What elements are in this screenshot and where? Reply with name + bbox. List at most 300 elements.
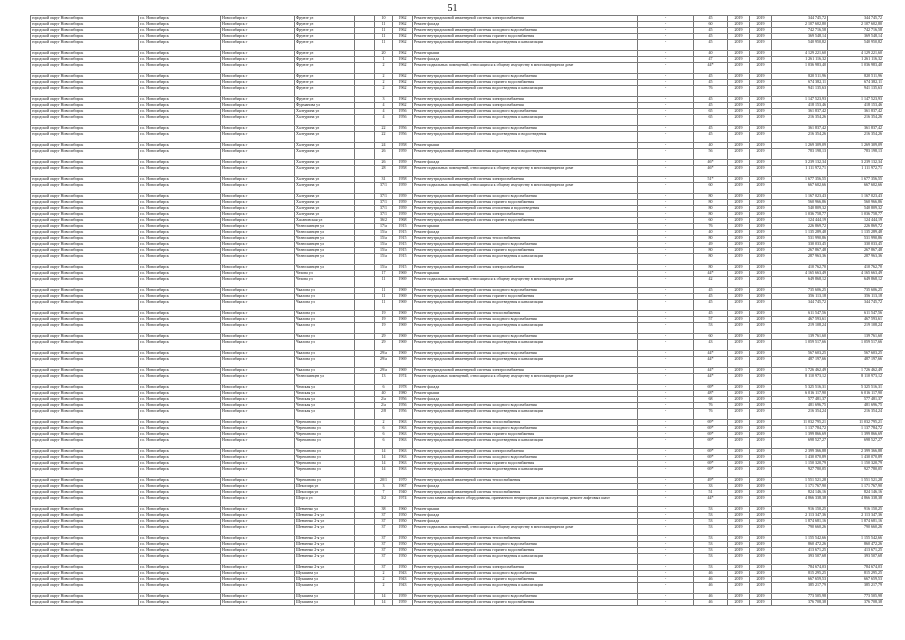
house-cell: 19 bbox=[375, 311, 393, 317]
municipality-cell: городской округ Новосибирск bbox=[31, 248, 139, 254]
street-cell: Шекспира ул bbox=[295, 484, 355, 490]
work-type-cell: Ремонт внутридомовой инженерной системы водоотведения и канализации bbox=[413, 254, 638, 265]
cost-cell: 540 809,32 bbox=[772, 206, 828, 212]
mark-cell: - bbox=[638, 317, 694, 323]
work-type-cell: Ремонт внутридомовой инженерной системы электроснабжения bbox=[413, 265, 638, 271]
year-cell: 1959 bbox=[393, 183, 413, 194]
work-type-cell: Ремонт внутридомовой инженерной системы холодного водоснабжения bbox=[413, 126, 638, 132]
cost-cell: 344 745,72 bbox=[772, 16, 828, 22]
settlement-cell: г.о. Новосибирск bbox=[139, 317, 221, 323]
end-year-cell: 2019 bbox=[750, 300, 772, 311]
work-type-cell: Ремонт внутридомовой инженерной системы водоотведения и канализации bbox=[413, 323, 638, 334]
municipality-cell: городской округ Новосибирск bbox=[31, 513, 139, 519]
wear-cell: 69* bbox=[694, 438, 728, 449]
year-cell: 1963 bbox=[393, 455, 413, 461]
mark-cell: - bbox=[638, 300, 694, 311]
mark-cell: - bbox=[638, 115, 694, 126]
work-type-cell: Ремонт крыши bbox=[413, 143, 638, 149]
start-year-cell: 2019 bbox=[728, 507, 750, 513]
settlement-cell: г.о. Новосибирск bbox=[139, 80, 221, 86]
year-cell: 1969 bbox=[393, 340, 413, 351]
year-cell: 1943 bbox=[393, 571, 413, 577]
locality-cell: Новосибирск г bbox=[221, 294, 295, 300]
settlement-cell: г.о. Новосибирск bbox=[139, 177, 221, 183]
street-cell: Шукшина ул bbox=[295, 577, 355, 583]
year-cell: 1969 bbox=[393, 300, 413, 311]
year-cell: 1969 bbox=[393, 357, 413, 368]
house-cell: 29/а bbox=[375, 351, 393, 357]
wear-cell: 45 bbox=[694, 288, 728, 294]
house-cell: 15/а bbox=[375, 230, 393, 236]
street-cell: Черепанова ул bbox=[295, 449, 355, 455]
municipality-cell: городской округ Новосибирск bbox=[31, 467, 139, 478]
work-type-cell: Ремонт внутридомовой инженерной системы холодного водоснабжения bbox=[413, 455, 638, 461]
settlement-cell: г.о. Новосибирск bbox=[139, 22, 221, 28]
work-type-cell: Ремонт крыши bbox=[413, 507, 638, 513]
cost-cell: 369 548,14 bbox=[772, 34, 828, 40]
wear-cell: 44* bbox=[694, 496, 728, 507]
house-cell: 2/а bbox=[375, 403, 393, 409]
municipality-cell: городской округ Новосибирск bbox=[31, 426, 139, 432]
total-cost-cell: 5 325 516,31 bbox=[828, 385, 884, 391]
municipality-cell: городской округ Новосибирск bbox=[31, 357, 139, 368]
work-type-cell: Ремонт внутридомовой инженерной системы водоотведения и канализации bbox=[413, 467, 638, 478]
start-year-cell: 2019 bbox=[728, 34, 750, 40]
start-year-cell: 2019 bbox=[728, 536, 750, 542]
cost-cell: 1 036 758,77 bbox=[772, 212, 828, 218]
settlement-cell: г.о. Новосибирск bbox=[139, 212, 221, 218]
settlement-cell: г.о. Новосибирск bbox=[139, 351, 221, 357]
end-year-cell: 2019 bbox=[750, 230, 772, 236]
locality-cell: Новосибирск г bbox=[221, 438, 295, 449]
work-type-cell: Ремонт внутридомовой инженерной системы электроснабжения bbox=[413, 565, 638, 571]
cost-cell: 1 036 983,40 bbox=[772, 63, 828, 74]
total-cost-cell: 2 113 347,36 bbox=[828, 513, 884, 519]
table-row bbox=[31, 300, 884, 311]
mark-cell: - bbox=[638, 455, 694, 461]
end-year-cell: 2019 bbox=[750, 449, 772, 455]
total-cost-cell: 481 696,75 bbox=[828, 403, 884, 409]
wear-cell: 45 bbox=[694, 294, 728, 300]
street-cell: Шевченко 2-я ул bbox=[295, 525, 355, 536]
total-cost-cell: 1 726 462,49 bbox=[828, 368, 884, 374]
house-cell: 6 bbox=[375, 385, 393, 391]
settlement-cell: г.о. Новосибирск bbox=[139, 507, 221, 513]
mark-cell: - bbox=[638, 548, 694, 554]
total-cost-cell: 611 547,56 bbox=[828, 311, 884, 317]
start-year-cell: 2019 bbox=[728, 224, 750, 230]
year-cell: 1959 bbox=[393, 160, 413, 166]
total-cost-cell: 216 354,24 bbox=[828, 409, 884, 420]
wear-cell: 44* bbox=[694, 374, 728, 385]
cost-cell: 815 295,25 bbox=[772, 571, 828, 577]
start-year-cell: 2019 bbox=[728, 166, 750, 177]
wear-cell: 80 bbox=[694, 200, 728, 206]
end-year-cell: 2019 bbox=[750, 583, 772, 594]
start-year-cell: 2019 bbox=[728, 484, 750, 490]
table-row bbox=[31, 467, 884, 478]
building-cell bbox=[355, 166, 375, 177]
work-type-cell: Ремонт внутридомовой инженерной системы электроснабжения bbox=[413, 16, 638, 22]
year-cell: 1969 bbox=[393, 311, 413, 317]
street-cell: Челюскинцев ул bbox=[295, 242, 355, 248]
mark-cell: - bbox=[638, 496, 694, 507]
house-cell: 2/а bbox=[375, 397, 393, 403]
work-type-cell: Ремонт внутридомовой инженерной системы горячего водоснабжения bbox=[413, 548, 638, 554]
total-cost-cell: 1 167 023,43 bbox=[828, 194, 884, 200]
table-row bbox=[31, 86, 884, 97]
work-type-cell: Ремонт внутридомовой инженерной системы холодного водоснабжения bbox=[413, 542, 638, 548]
cost-cell: 418 153,46 bbox=[772, 103, 828, 109]
house-cell: 20 bbox=[375, 51, 393, 57]
street-cell: Чкалова ул bbox=[295, 323, 355, 334]
cost-cell: 790 660,26 bbox=[772, 525, 828, 536]
locality-cell: Новосибирск г bbox=[221, 242, 295, 248]
locality-cell: Новосибирск г bbox=[221, 80, 295, 86]
total-cost-cell: 815 295,25 bbox=[828, 571, 884, 577]
municipality-cell: городской округ Новосибирск bbox=[31, 536, 139, 542]
settlement-cell: г.о. Новосибирск bbox=[139, 513, 221, 519]
wear-cell: 44* bbox=[694, 271, 728, 277]
cost-cell: 226 869,72 bbox=[772, 224, 828, 230]
year-cell: 1969 bbox=[393, 277, 413, 288]
street-cell: Челюскинцев ул bbox=[295, 254, 355, 265]
year-cell: 1950 bbox=[393, 536, 413, 542]
wear-cell: 47 bbox=[694, 57, 728, 63]
work-type-cell: Ремонт внутридомовой инженерной системы теплоснабжения bbox=[413, 490, 638, 496]
start-year-cell: 2019 bbox=[728, 496, 750, 507]
start-year-cell: 2019 bbox=[728, 300, 750, 311]
municipality-cell: городской округ Новосибирск bbox=[31, 294, 139, 300]
cost-cell: 941 135,63 bbox=[772, 86, 828, 97]
house-cell: 20/1 bbox=[375, 478, 393, 484]
house-cell: 2/8 bbox=[375, 409, 393, 420]
house-cell: 10 bbox=[375, 16, 393, 22]
start-year-cell: 2019 bbox=[728, 583, 750, 594]
locality-cell: Новосибирск г bbox=[221, 461, 295, 467]
house-cell: 2 bbox=[375, 577, 393, 583]
mark-cell: - bbox=[638, 224, 694, 230]
end-year-cell: 2019 bbox=[750, 432, 772, 438]
wear-cell: 45 bbox=[694, 97, 728, 103]
end-year-cell: 2019 bbox=[750, 160, 772, 166]
end-year-cell: 2019 bbox=[750, 22, 772, 28]
start-year-cell: 2019 bbox=[728, 577, 750, 583]
wear-cell: 53 bbox=[694, 323, 728, 334]
municipality-cell: городской округ Новосибирск bbox=[31, 242, 139, 248]
end-year-cell: 2019 bbox=[750, 513, 772, 519]
table-row bbox=[31, 183, 884, 194]
municipality-cell: городской округ Новосибирск bbox=[31, 177, 139, 183]
mark-cell: - bbox=[638, 467, 694, 478]
total-cost-cell: 330 033,45 bbox=[828, 242, 884, 248]
building-cell bbox=[355, 300, 375, 311]
mark-cell: - bbox=[638, 86, 694, 97]
house-cell: 14 bbox=[375, 449, 393, 455]
cost-cell: 1 399 866,69 bbox=[772, 432, 828, 438]
wear-cell: 51 bbox=[694, 490, 728, 496]
settlement-cell: г.о. Новосибирск bbox=[139, 455, 221, 461]
mark-cell: - bbox=[638, 160, 694, 166]
mark-cell: - bbox=[638, 109, 694, 115]
end-year-cell: 2019 bbox=[750, 248, 772, 254]
house-cell: 37 bbox=[375, 536, 393, 542]
end-year-cell: 2019 bbox=[750, 294, 772, 300]
municipality-cell: городской округ Новосибирск bbox=[31, 368, 139, 374]
total-cost-cell: 267 867,48 bbox=[828, 248, 884, 254]
year-cell: 1959 bbox=[393, 200, 413, 206]
work-type-cell: Ремонт внутридомовой инженерной системы теплоснабжения bbox=[413, 420, 638, 426]
start-year-cell: 2019 bbox=[728, 467, 750, 478]
total-cost-cell: 1 059 517,66 bbox=[828, 340, 884, 351]
mark-cell: - bbox=[638, 183, 694, 194]
settlement-cell: г.о. Новосибирск bbox=[139, 536, 221, 542]
wear-cell: 60 bbox=[694, 334, 728, 340]
cost-cell: 1 677 356,55 bbox=[772, 177, 828, 183]
street-cell: Халтурина ул bbox=[295, 126, 355, 132]
street-cell: Халтурина ул bbox=[295, 206, 355, 212]
settlement-cell: г.о. Новосибирск bbox=[139, 484, 221, 490]
wear-cell: 44* bbox=[694, 368, 728, 374]
house-cell: 40 bbox=[375, 391, 393, 397]
locality-cell: Новосибирск г bbox=[221, 57, 295, 63]
settlement-cell: г.о. Новосибирск bbox=[139, 166, 221, 177]
settlement-cell: г.о. Новосибирск bbox=[139, 28, 221, 34]
street-cell: Челюскинцев ул bbox=[295, 230, 355, 236]
mark-cell: - bbox=[638, 22, 694, 28]
house-cell: 37/1 bbox=[375, 206, 393, 212]
settlement-cell: г.о. Новосибирск bbox=[139, 149, 221, 160]
municipality-cell: городской округ Новосибирск bbox=[31, 63, 139, 74]
end-year-cell: 2019 bbox=[750, 357, 772, 368]
municipality-cell: городской округ Новосибирск bbox=[31, 288, 139, 294]
street-cell: Чкалова ул bbox=[295, 311, 355, 317]
work-type-cell: Ремонт крыши bbox=[413, 51, 638, 57]
house-cell: 2 bbox=[375, 583, 393, 594]
work-type-cell: Ремонт внутридомовой инженерной системы водоотведения и водоотведения bbox=[413, 149, 638, 160]
house-cell: 15/а bbox=[375, 248, 393, 254]
start-year-cell: 2019 bbox=[728, 242, 750, 248]
house-cell: 14 bbox=[375, 594, 393, 600]
start-year-cell: 2019 bbox=[728, 351, 750, 357]
start-year-cell: 2019 bbox=[728, 323, 750, 334]
locality-cell: Новосибирск г bbox=[221, 478, 295, 484]
settlement-cell: г.о. Новосибирск bbox=[139, 40, 221, 51]
end-year-cell: 2019 bbox=[750, 374, 772, 385]
locality-cell: Новосибирск г bbox=[221, 115, 295, 126]
locality-cell: Новосибирск г bbox=[221, 484, 295, 490]
settlement-cell: г.о. Новосибирск bbox=[139, 385, 221, 391]
settlement-cell: г.о. Новосибирск bbox=[139, 86, 221, 97]
locality-cell: Новосибирск г bbox=[221, 103, 295, 109]
year-cell: 1950 bbox=[393, 513, 413, 519]
settlement-cell: г.о. Новосибирск bbox=[139, 206, 221, 212]
locality-cell: Новосибирск г bbox=[221, 519, 295, 525]
locality-cell: Новосибирск г bbox=[221, 554, 295, 565]
table-row bbox=[31, 583, 884, 594]
settlement-cell: г.о. Новосибирск bbox=[139, 51, 221, 57]
end-year-cell: 2019 bbox=[750, 74, 772, 80]
table-row bbox=[31, 374, 884, 385]
street-cell: Чкалова ул bbox=[295, 294, 355, 300]
municipality-cell: городской округ Новосибирск bbox=[31, 115, 139, 126]
street-cell: Чемская ул bbox=[295, 385, 355, 391]
year-cell: 1915 bbox=[393, 265, 413, 271]
wear-cell: 80 bbox=[694, 248, 728, 254]
cost-cell: 330 033,45 bbox=[772, 242, 828, 248]
year-cell: 1958 bbox=[393, 177, 413, 183]
municipality-cell: городской округ Новосибирск bbox=[31, 519, 139, 525]
house-cell: 11 bbox=[375, 300, 393, 311]
wear-cell: 80 bbox=[694, 236, 728, 242]
table-row bbox=[31, 600, 884, 606]
settlement-cell: г.о. Новосибирск bbox=[139, 288, 221, 294]
settlement-cell: г.о. Новосибирск bbox=[139, 236, 221, 242]
year-cell: 1959 bbox=[393, 194, 413, 200]
street-cell: Чкалова ул bbox=[295, 288, 355, 294]
cost-cell: 1 171 767,90 bbox=[772, 484, 828, 490]
start-year-cell: 2019 bbox=[728, 194, 750, 200]
house-cell: 11 bbox=[375, 34, 393, 40]
wear-cell: 65 bbox=[694, 109, 728, 115]
start-year-cell: 2019 bbox=[728, 397, 750, 403]
house-cell: 6 bbox=[375, 432, 393, 438]
total-cost-cell: 1 150 320,79 bbox=[828, 461, 884, 467]
mark-cell: - bbox=[638, 206, 694, 212]
cost-cell: 361 837,42 bbox=[772, 126, 828, 132]
municipality-cell: городской округ Новосибирск bbox=[31, 230, 139, 236]
settlement-cell: г.о. Новосибирск bbox=[139, 218, 221, 224]
locality-cell: Новосибирск г bbox=[221, 74, 295, 80]
settlement-cell: г.о. Новосибирск bbox=[139, 132, 221, 143]
street-cell: Фрунзе ул bbox=[295, 28, 355, 34]
settlement-cell: г.о. Новосибирск bbox=[139, 577, 221, 583]
street-cell: Фрунзе ул bbox=[295, 86, 355, 97]
wear-cell: 33 bbox=[694, 484, 728, 490]
start-year-cell: 2019 bbox=[728, 288, 750, 294]
work-type-cell: Ремонт внутридомовой инженерной системы водоотведения и канализации bbox=[413, 340, 638, 351]
municipality-cell: городской округ Новосибирск bbox=[31, 218, 139, 224]
work-type-cell: Ремонт фасада bbox=[413, 385, 638, 391]
settlement-cell: г.о. Новосибирск bbox=[139, 160, 221, 166]
total-cost-cell: 1 551 521,28 bbox=[828, 478, 884, 484]
building-cell bbox=[355, 323, 375, 334]
street-cell: Шукшина ул bbox=[295, 583, 355, 594]
start-year-cell: 2019 bbox=[728, 519, 750, 525]
cost-cell: 385 217,79 bbox=[772, 583, 828, 594]
mark-cell: - bbox=[638, 536, 694, 542]
municipality-cell: городской округ Новосибирск bbox=[31, 271, 139, 277]
municipality-cell: городской округ Новосибирск bbox=[31, 200, 139, 206]
end-year-cell: 2019 bbox=[750, 571, 772, 577]
start-year-cell: 2019 bbox=[728, 218, 750, 224]
house-cell: 3 bbox=[375, 97, 393, 103]
mark-cell: - bbox=[638, 507, 694, 513]
street-cell: Халтурина ул bbox=[295, 177, 355, 183]
municipality-cell: городской округ Новосибирск bbox=[31, 432, 139, 438]
mark-cell: - bbox=[638, 74, 694, 80]
mark-cell: - bbox=[638, 236, 694, 242]
total-cost-cell: 916 150,25 bbox=[828, 507, 884, 513]
end-year-cell: 2019 bbox=[750, 97, 772, 103]
year-cell: 1956 bbox=[393, 403, 413, 409]
cost-cell: 11 032 795,21 bbox=[772, 420, 828, 426]
building-cell bbox=[355, 254, 375, 265]
wear-cell: 40 bbox=[694, 230, 728, 236]
street-cell: Челюскинцев ул bbox=[295, 224, 355, 230]
end-year-cell: 2019 bbox=[750, 236, 772, 242]
house-cell: 7 bbox=[375, 490, 393, 496]
table-row bbox=[31, 166, 884, 177]
house-cell: 2 bbox=[375, 74, 393, 80]
street-cell: Халтурина ул bbox=[295, 132, 355, 143]
wear-cell: 69* bbox=[694, 420, 728, 426]
work-type-cell: Ремонт внутридомовой инженерной системы водоотведения и канализации bbox=[413, 409, 638, 420]
locality-cell: Новосибирск г bbox=[221, 548, 295, 554]
municipality-cell: городской округ Новосибирск bbox=[31, 317, 139, 323]
settlement-cell: г.о. Новосибирск bbox=[139, 525, 221, 536]
total-cost-cell: 361 837,42 bbox=[828, 109, 884, 115]
street-cell: Чкалова ул bbox=[295, 368, 355, 374]
work-type-cell: Ремонт фасада bbox=[413, 484, 638, 490]
start-year-cell: 2019 bbox=[728, 461, 750, 467]
street-cell: Чкалова ул bbox=[295, 300, 355, 311]
settlement-cell: г.о. Новосибирск bbox=[139, 600, 221, 606]
start-year-cell: 2019 bbox=[728, 271, 750, 277]
total-cost-cell: 216 354,26 bbox=[828, 132, 884, 143]
end-year-cell: 2019 bbox=[750, 265, 772, 271]
end-year-cell: 2019 bbox=[750, 351, 772, 357]
start-year-cell: 2019 bbox=[728, 109, 750, 115]
street-cell: Шевченко 2-я ул bbox=[295, 542, 355, 548]
cost-cell: 1 874 681,16 bbox=[772, 519, 828, 525]
municipality-cell: городской округ Новосибирск bbox=[31, 57, 139, 63]
locality-cell: Новосибирск г bbox=[221, 51, 295, 57]
work-type-cell: Ремонт внутридомовой инженерной системы водоотведения и канализации bbox=[413, 357, 638, 368]
total-cost-cell: 742 716,58 bbox=[828, 28, 884, 34]
street-cell: Шевченко 2-я ул bbox=[295, 536, 355, 542]
total-cost-cell: 410 762,70 bbox=[828, 265, 884, 271]
total-cost-cell: 560 966,86 bbox=[828, 200, 884, 206]
municipality-cell: городской округ Новосибирск bbox=[31, 86, 139, 97]
total-cost-cell: 418 153,46 bbox=[828, 103, 884, 109]
start-year-cell: 2019 bbox=[728, 103, 750, 109]
year-cell: 1962 bbox=[393, 51, 413, 57]
house-cell: 37/1 bbox=[375, 183, 393, 194]
end-year-cell: 2019 bbox=[750, 594, 772, 600]
settlement-cell: г.о. Новосибирск bbox=[139, 496, 221, 507]
mark-cell: - bbox=[638, 265, 694, 271]
work-type-cell: Ремонт внутридомовой инженерной системы горячего водоснабжения bbox=[413, 600, 638, 606]
cost-cell: 698 527,27 bbox=[772, 438, 828, 449]
house-cell: 37 bbox=[375, 542, 393, 548]
wear-cell: 40 bbox=[694, 51, 728, 57]
house-cell: 26 bbox=[375, 149, 393, 160]
cost-cell: 649 868,12 bbox=[772, 277, 828, 288]
start-year-cell: 2019 bbox=[728, 97, 750, 103]
mark-cell: - bbox=[638, 577, 694, 583]
cost-cell: 344 745,72 bbox=[772, 300, 828, 311]
end-year-cell: 2019 bbox=[750, 254, 772, 265]
mark-cell: - bbox=[638, 357, 694, 368]
street-cell: Халтурина ул bbox=[295, 115, 355, 126]
year-cell: 1956 bbox=[393, 115, 413, 126]
locality-cell: Новосибирск г bbox=[221, 126, 295, 132]
total-cost-cell: 941 135,63 bbox=[828, 86, 884, 97]
start-year-cell: 2019 bbox=[728, 230, 750, 236]
cost-cell: 783 198,13 bbox=[772, 149, 828, 160]
settlement-cell: г.о. Новосибирск bbox=[139, 391, 221, 397]
